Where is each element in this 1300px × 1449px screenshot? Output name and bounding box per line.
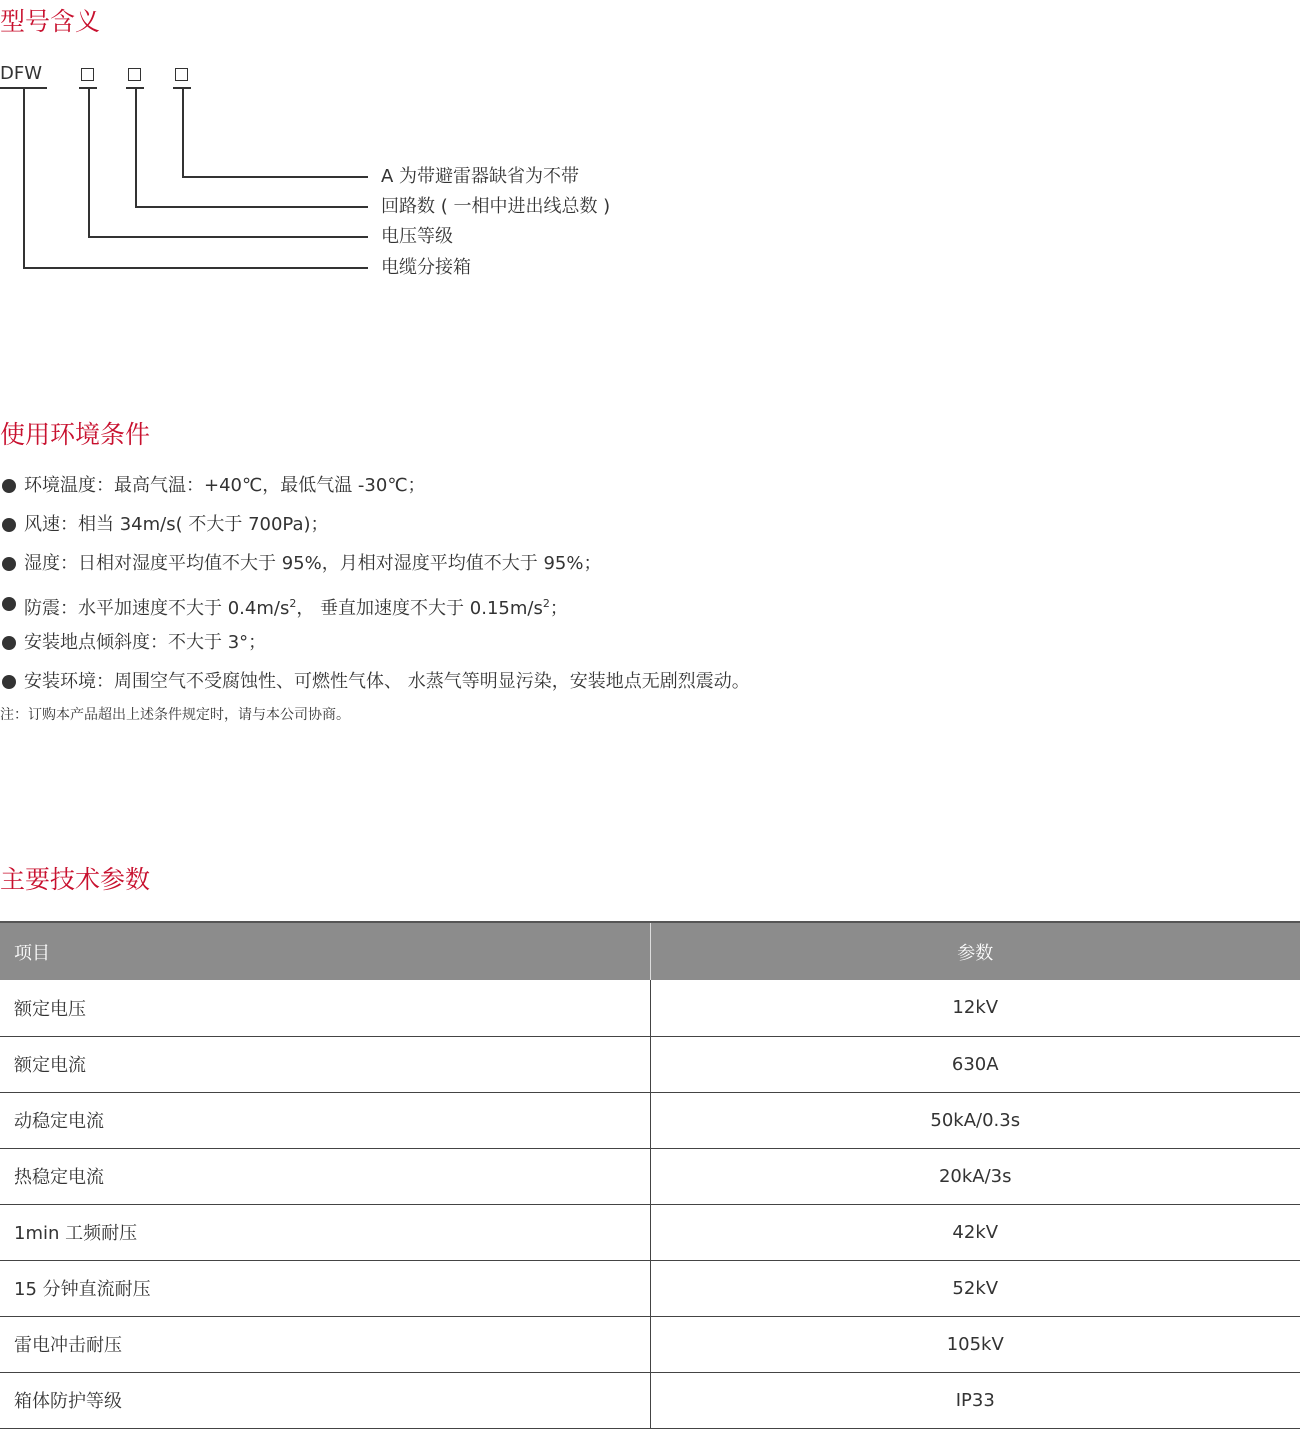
condition-item-wind (0, 505, 1300, 544)
condition-text-middle: ， 垂直加速度不大于 0.15m/s (296, 597, 543, 619)
table-row (0, 1036, 1300, 1092)
model-code-prefix: DFW (0, 63, 43, 84)
leader-line-box-2 (135, 87, 137, 207)
bullet-icon (2, 518, 16, 532)
row-item: 15 分钟直流耐压 (0, 1260, 650, 1316)
bullet-icon (2, 675, 16, 689)
condition-text-before: 防震：水平加速度不大于 0.4m/s (24, 597, 290, 619)
row-item: 动稳定电流 (0, 1092, 650, 1148)
condition-text: 安装环境：周围空气不受腐蚀性、可燃性气体、 水蒸气等明显污染，安装地点无剧烈震动。 (24, 670, 750, 692)
row-item: 雷电冲击耐压 (0, 1316, 650, 1372)
leader-arm-box-2 (135, 206, 368, 208)
row-item: 1min 工频耐压 (0, 1204, 650, 1260)
row-value: 105kV (650, 1316, 1300, 1372)
leader-line-box-1 (88, 87, 90, 237)
table-row (0, 1316, 1300, 1372)
conditions-note: 注：订购本产品超出上述条件规定时，请与本公司协商。 (0, 707, 350, 723)
row-value: 12kV (650, 980, 1300, 1036)
condition-item-temperature (0, 466, 1300, 505)
conditions-title: 使用环境条件 (0, 420, 151, 449)
leader-arm-box-3 (182, 176, 368, 178)
row-item: 箱体防护等级 (0, 1372, 650, 1428)
table-row (0, 1092, 1300, 1148)
condition-text-after: ； (549, 597, 568, 619)
header-value: 参数 (650, 922, 1300, 980)
leader-line-box-3 (182, 87, 184, 177)
table-row (0, 1260, 1300, 1316)
condition-text: 风速：相当 34m/s( 不大于 700Pa)； (24, 514, 329, 536)
params-title: 主要技术参数 (0, 865, 151, 894)
legend-arrester: A 为带避雷器缺省为不带 (381, 166, 580, 187)
table-row (0, 980, 1300, 1036)
bullet-icon (2, 597, 16, 611)
condition-item-environment (0, 662, 1300, 701)
row-value: 630A (650, 1036, 1300, 1092)
table-row (0, 1372, 1300, 1428)
model-meaning-title: 型号含义 (0, 7, 101, 36)
code-box-3 (175, 68, 188, 81)
legend-cable-box: 电缆分接箱 (381, 257, 471, 278)
params-table (0, 921, 1300, 1429)
leader-arm-prefix (23, 267, 368, 269)
table-row (0, 1204, 1300, 1260)
model-code-diagram (0, 55, 700, 295)
row-value: 42kV (650, 1204, 1300, 1260)
legend-circuits: 回路数 ( 一相中进出线总数 ) (381, 196, 611, 217)
condition-text: 湿度：日相对湿度平均值不大于 95%，月相对湿度平均值不大于 95%； (24, 553, 602, 575)
bullet-icon (2, 479, 16, 493)
row-value: 52kV (650, 1260, 1300, 1316)
header-item: 项目 (0, 922, 650, 980)
bullet-icon (2, 557, 16, 571)
row-item: 热稳定电流 (0, 1148, 650, 1204)
code-box-1 (81, 68, 94, 81)
legend-voltage: 电压等级 (381, 226, 453, 247)
superscript: 2 (542, 596, 550, 610)
condition-text: 环境温度：最高气温：+40℃，最低气温 -30℃； (24, 475, 426, 496)
leader-arm-box-1 (88, 236, 368, 238)
table-header-row (0, 922, 1300, 980)
row-value: 20kA/3s (650, 1148, 1300, 1204)
superscript: 2 (289, 596, 297, 610)
row-item: 额定电流 (0, 1036, 650, 1092)
row-value: IP33 (650, 1372, 1300, 1428)
row-value: 50kA/0.3s (650, 1092, 1300, 1148)
bullet-icon (2, 636, 16, 650)
conditions-list (0, 466, 1300, 701)
condition-item-seismic (0, 584, 1300, 623)
condition-item-inclination (0, 623, 1300, 662)
condition-item-humidity (0, 544, 1300, 583)
code-box-2 (128, 68, 141, 81)
leader-line-prefix (23, 87, 25, 268)
condition-text: 安装地点倾斜度：不大于 3°； (24, 631, 267, 653)
row-item: 额定电压 (0, 980, 650, 1036)
table-row (0, 1148, 1300, 1204)
